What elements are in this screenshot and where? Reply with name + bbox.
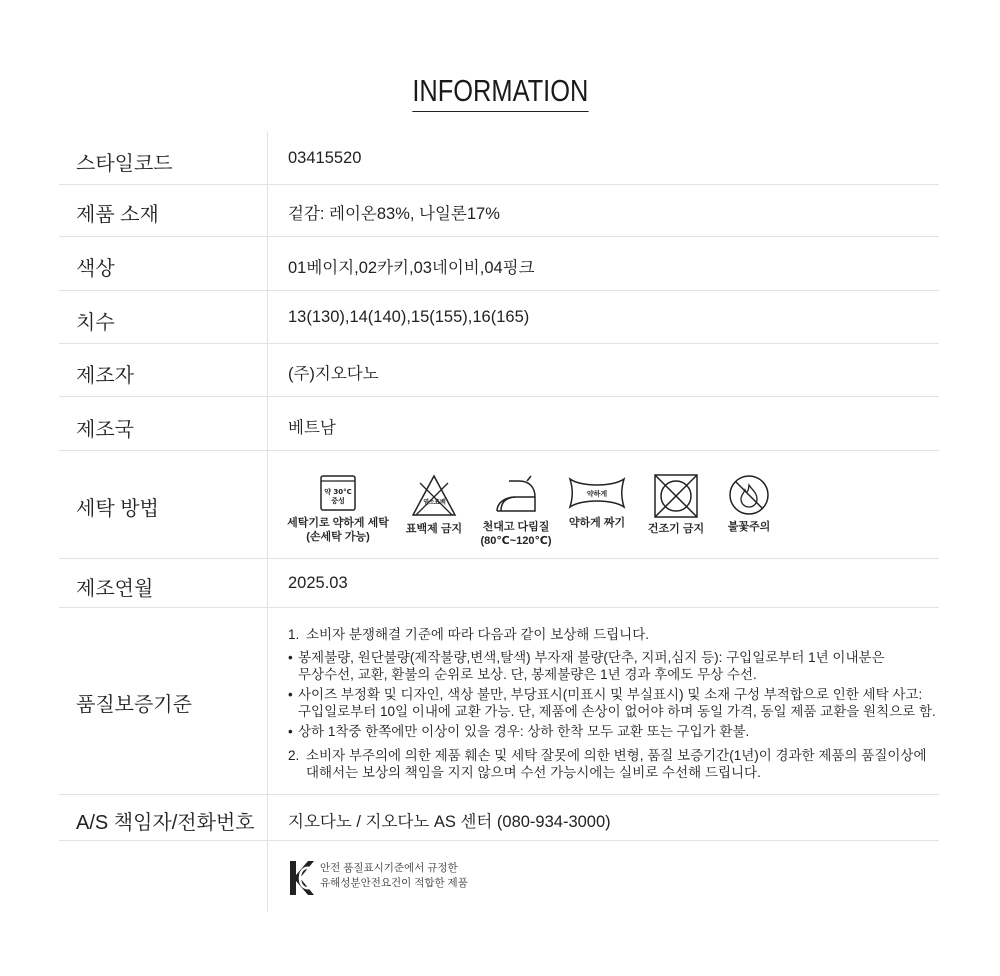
row-size [59,291,939,344]
care-label: 세탁기로 약하게 세탁 [287,517,389,529]
row-label: 치수 [76,312,115,334]
quality-item-1 [288,626,938,643]
no-fire-icon [727,473,771,517]
quality-bullet [288,649,938,683]
row-label: 제조연월 [76,578,154,600]
no-bleach-icon [410,473,458,519]
bullet-line: • 상하 1착중 한쪽에만 이상이 있을 경우: 상하 한착 모두 교환 또는 구입가 환불. [298,724,750,739]
row-as [59,795,939,841]
care-sublabel: (손세탁 가능) [306,531,370,543]
care-item [285,473,391,544]
care-symbols [285,473,785,553]
bullet-line: • 봉제불량, 원단불량(제작불량,변색,탈색) 부자재 불량(단추, 지퍼,심지 등): 구입일로부터 1년 이내분은 [298,650,885,665]
row-label: 색상 [76,258,115,280]
care-label: 건조기 금지 [647,523,705,535]
care-item [639,473,713,536]
row-maker [59,344,939,397]
care-item [717,473,781,534]
bullet-line: • 사이즈 부정확 및 디자인, 색상 불만, 부당표시(미표시 및 부실표시) 및 소재 구성 부적합으로 인한 세탁 사고: [298,687,923,702]
quality-bullet [288,723,938,740]
wash-temp-text: 약 30°C [324,488,352,496]
row-label: 제조국 [76,419,134,441]
quality-text [288,626,938,787]
wring-text: 약하게 [586,490,608,498]
row-value: 베트남 [288,419,336,437]
care-item [477,473,555,548]
row-label: A/S 책임자/전화번호 [76,812,255,834]
quality-item-text: 소비자 분쟁해결 기준에 따라 다음과 같이 보상해 드립니다. [306,627,649,642]
quality-item-number: 1. [288,627,300,642]
row-label: 제조자 [76,365,134,387]
no-tumble-dry-icon [653,473,699,519]
quality-bullet [288,686,938,720]
bleach-text-1: 염소 [423,499,435,506]
care-label: 불꽃주의 [727,521,771,533]
row-label: 세탁 방법 [76,498,159,520]
wring-icon [567,473,627,513]
row-date [59,559,939,608]
wash-detergent-text: 중성 [331,497,345,505]
care-label: 표백제 금지 [405,523,463,535]
iron-icon [491,473,541,517]
care-item [562,473,632,530]
row-color [59,237,939,291]
row-value: 지오다노 / 지오다노 AS 센터 (080-934-3000) [288,813,611,831]
row-label: 제품 소재 [76,204,159,226]
row-style-code [59,132,939,185]
row-quality [59,608,939,795]
row-value: 03415520 [288,149,362,167]
kc-text-line: 유해성분안전요건이 적합한 제품 [320,877,468,889]
quality-item-2 [288,747,938,781]
kc-logo [288,859,314,897]
row-value: (주)지오다노 [288,365,379,383]
bullet-line: 구입일로부터 10일 이내에 교환 가능. 단, 제품에 손상이 없어야 하며 동일 가격, 동일 제품 교환을 원칙으로 함. [298,704,936,719]
bleach-text-2: 표백 [434,499,446,506]
row-washing [59,451,939,559]
row-label: 품질보증기준 [76,694,192,716]
row-label: 스타일코드 [76,153,173,175]
row-value: 13(130),14(140),15(155),16(165) [288,308,530,326]
care-sublabel: (80℃~120℃) [480,535,552,547]
row-value: 겉감: 레이온83%, 나일론17% [288,205,500,223]
kc-text-line: 안전 품질표시기준에서 규정한 [320,862,458,874]
row-value: 01베이지,02카키,03네이비,04핑크 [288,259,535,277]
kc-text [320,861,468,891]
kc-mark [288,859,468,902]
care-item [398,473,470,536]
title-block [0,72,1000,112]
quality-item-text: 소비자 부주의에 의한 제품 훼손 및 세탁 잘못에 의한 변형, 품질 보증기간(1년)이 경과한 제품의 품질이상에 [306,748,927,763]
row-material [59,185,939,237]
row-kc [59,841,939,911]
row-country [59,397,939,451]
wash-tub-icon [318,473,358,513]
quality-item-number: 2. [288,748,300,763]
row-value: 2025.03 [288,574,348,592]
bullet-line: 무상수선, 교환, 환불의 순위로 보상. 단, 봉제불량은 1년 경과 후에도 무상 수선. [298,667,757,682]
care-label: 약하게 짜기 [568,517,626,529]
care-label: 천대고 다림질 [482,521,550,533]
quality-item-text: 대해서는 보상의 책임을 지지 않으며 수선 가능시에는 실비로 수선해 드립니다. [306,765,761,780]
page-title: INFORMATION [412,72,588,112]
